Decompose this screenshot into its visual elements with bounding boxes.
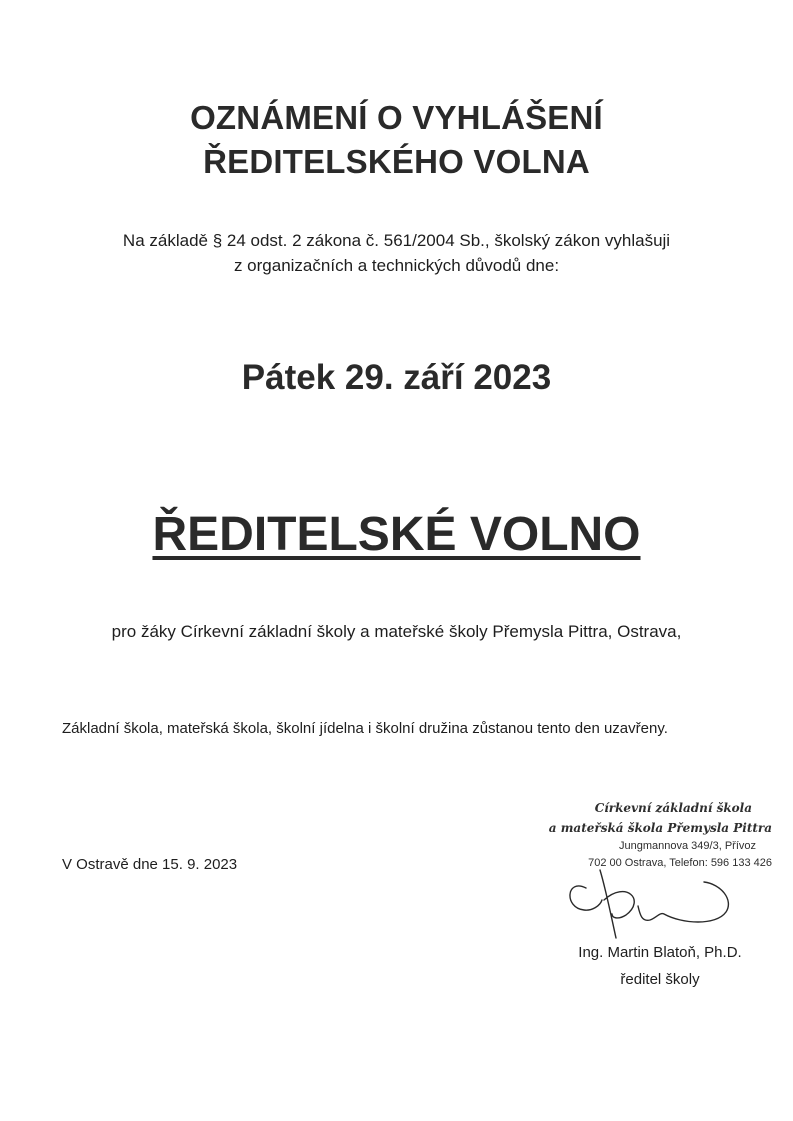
title-line-1: OZNÁMENÍ O VYHLÁŠENÍ [190, 99, 603, 136]
legal-basis-paragraph [0, 228, 793, 278]
headline-director-holiday [0, 506, 793, 564]
stamp-line-1: Církevní základní škola [594, 801, 752, 815]
intro-line-2: z organizačních a technických důvodů dne: [233, 256, 560, 275]
stamp-line-3: Jungmannova 349/3, Přívoz [619, 840, 756, 852]
holiday-date: Pátek 29. září 2023 [241, 358, 552, 397]
page-title [0, 96, 793, 184]
signatory-name: Ing. Martin Blatoň, Ph.D. [578, 944, 742, 961]
signatory-role: ředitel školy [620, 971, 700, 988]
place-and-date: V Ostravě dne 15. 9. 2023 [62, 856, 238, 873]
closure-notice: Základní škola, mateřská škola, školní jídelna i školní družina zůstanou tento den uzavřeny. [62, 720, 668, 737]
title-line-2: ŘEDITELSKÉHO VOLNA [203, 143, 590, 180]
headline-text: ŘEDITELSKÉ VOLNO [152, 508, 641, 561]
applies-to-line: pro žáky Církevní základní školy a mateřské školy Přemysla Pittra, Ostrava, [111, 622, 682, 641]
stamp-line-2: a mateřská škola Přemysla Pittra [548, 821, 772, 835]
intro-line-1: Na základě § 24 odst. 2 zákona č. 561/2004 Sb., školský zákon vyhlašuji [122, 231, 671, 250]
stamp-line-4: 702 00 Ostrava, Telefon: 596 133 426 [588, 857, 772, 869]
